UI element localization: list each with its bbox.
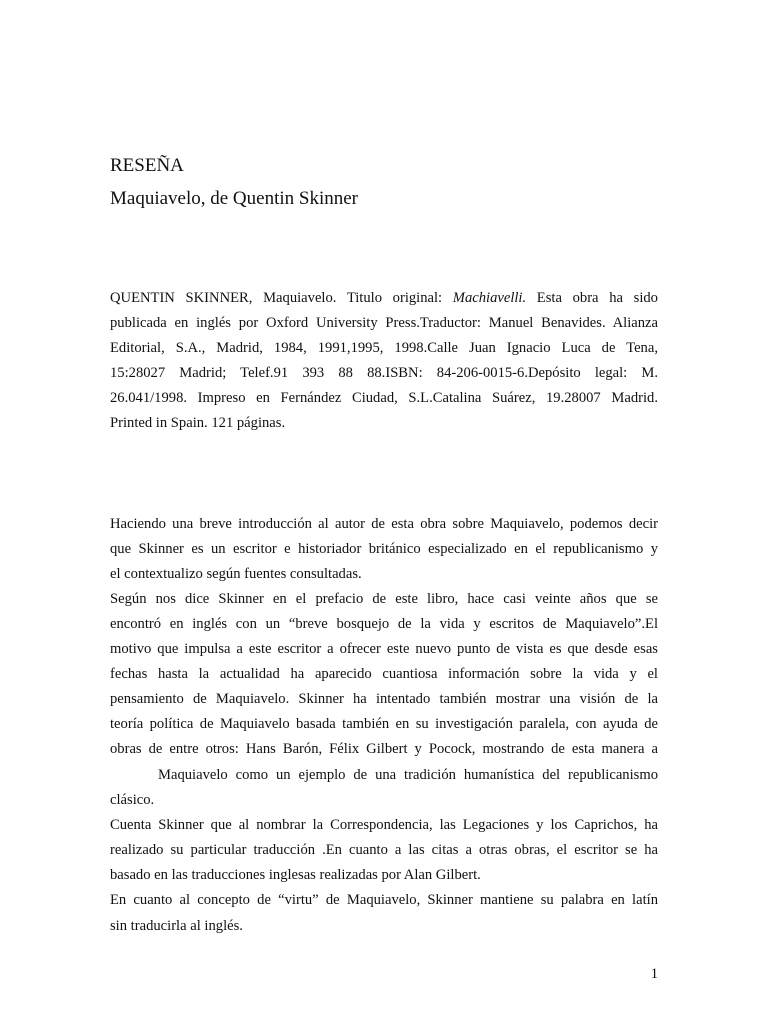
biblio-line-1-prefix: QUENTIN SKINNER, Maquiavelo. Titulo original: xyxy=(110,290,453,306)
biblio-line-4: 15:28027 Madrid; Telef.91 393 88 88.ISBN: 84-206-0015-6.Depósito legal: M. xyxy=(110,365,658,381)
biblio-line-2: publicada en inglés por Oxford University Press.Traductor: Manuel Benavides. Alianza xyxy=(110,315,658,331)
body-line-17: sin traducirla al inglés. xyxy=(110,918,243,934)
biblio-line-1-suffix: Esta obra ha sido xyxy=(526,290,658,306)
biblio-line-1 xyxy=(110,288,658,308)
body-line-16: En cuanto al concepto de “virtu” de Maquiavelo, Skinner mantiene su palabra en latín xyxy=(110,892,658,908)
body-line-4: Según nos dice Skinner en el prefacio de este libro, hace casi veinte años que se xyxy=(110,591,658,607)
body-line-1: Haciendo una breve introducción al autor de esta obra sobre Maquiavelo, podemos decir xyxy=(110,516,658,532)
biblio-line-3: Editorial, S.A., Madrid, 1984, 1991,1995, 1998.Calle Juan Ignacio Luca de Tena, xyxy=(110,340,658,356)
body-line-5: encontró en inglés con un “breve bosquejo de la vida y escritos de Maquiavelo”.El xyxy=(110,616,658,632)
body-line-12: clásico. xyxy=(110,792,155,808)
body-line-2: que Skinner es un escritor e historiador británico especializado en el republicanismo y xyxy=(110,541,658,557)
biblio-line-5: 26.041/1998. Impreso en Fernández Ciudad, S.L.Catalina Suárez, 19.28007 Madrid. xyxy=(110,390,658,406)
page-subtitle: Maquiavelo, de Quentin Skinner xyxy=(110,188,359,209)
page-title: RESEÑA xyxy=(110,155,184,176)
page-number: 1 xyxy=(650,966,658,982)
original-title-italic: Machiavelli. xyxy=(452,290,527,306)
body-line-3: el contextualizo según fuentes consultadas. xyxy=(110,566,362,582)
body-line-13: Cuenta Skinner que al nombrar la Correspondencia, las Legaciones y los Caprichos, ha xyxy=(110,817,658,833)
body-line-6: motivo que impulsa a este escritor a ofrecer este nuevo punto de vista es que desde esas xyxy=(110,641,658,657)
biblio-line-6: Printed in Spain. 121 páginas. xyxy=(110,415,286,431)
body-line-9: teoría política de Maquiavelo basada también en su investigación paralela, con ayuda de xyxy=(110,716,658,732)
body-line-7: fechas hasta la actualidad ha aparecido cuantiosa información sobre la vida y el xyxy=(110,666,658,682)
body-line-8: pensamiento de Maquiavelo. Skinner ha intentado también mostrar una visión de la xyxy=(110,691,658,707)
body-line-11: Maquiavelo como un ejemplo de una tradición humanística del republicanismo xyxy=(158,767,658,783)
body-line-15: basado en las traducciones inglesas realizadas por Alan Gilbert. xyxy=(110,867,481,883)
body-line-14: realizado su particular traducción .En cuanto a las citas a otras obras, el escritor se ha xyxy=(110,842,658,858)
body-line-10: obras de entre otros: Hans Barón, Félix Gilbert y Pocock, mostrando de esta manera a xyxy=(110,741,658,757)
